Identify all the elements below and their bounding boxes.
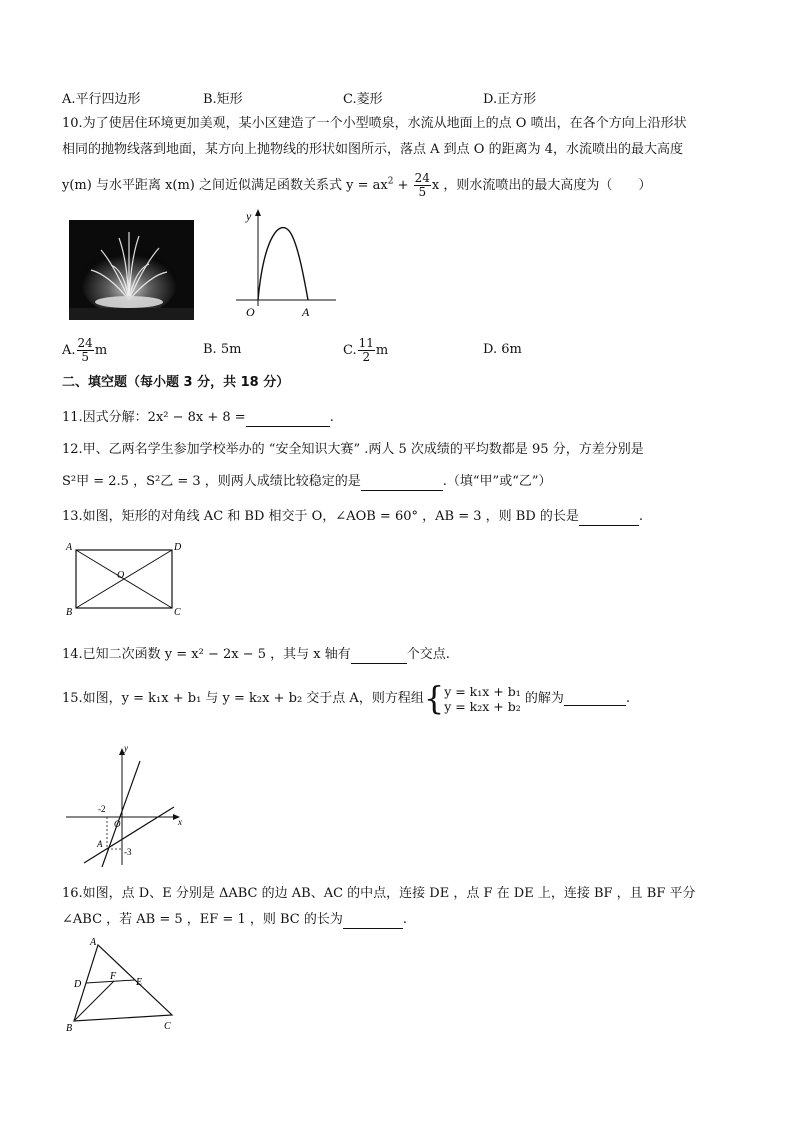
q15-brace: { xyxy=(423,679,445,718)
label-a: A xyxy=(90,937,97,948)
q12-hint: .（填“甲”或“乙”） xyxy=(442,474,552,489)
q10-option-a-fraction xyxy=(77,337,94,364)
label-x: x xyxy=(178,817,182,827)
label-e: E xyxy=(136,977,143,988)
q10-option-c xyxy=(343,337,388,364)
q10-line-3-pre: y(m) 与水平距离 x(m) 之间近似满足函数关系式 y = ax xyxy=(62,178,388,193)
q10-option-d: D. 6m xyxy=(483,342,522,357)
y-axis-arrow xyxy=(255,209,261,216)
label-a: A xyxy=(97,839,103,849)
q16-line-2 xyxy=(62,911,407,929)
q11-end: . xyxy=(329,410,334,425)
label-c: C xyxy=(174,607,181,618)
q10-option-c-unit: m xyxy=(375,343,389,358)
q10-frac-den: 5 xyxy=(418,185,427,199)
line-1 xyxy=(102,761,140,867)
q10-option-a xyxy=(62,337,107,364)
q15 xyxy=(62,679,631,718)
q16-triangle-figure xyxy=(62,935,187,1035)
q12-line-1: 12.甲、乙两名学生参加学校举办的 “安全知识大赛” .两人 5 次成绩的平均数都是 95 分，方差分别是 xyxy=(62,442,644,457)
q10-frac-num: 24 xyxy=(414,171,430,185)
q15-solution-text: 的解为 xyxy=(520,691,564,706)
label-a: A xyxy=(66,542,73,553)
q11 xyxy=(62,409,334,427)
label-minus-3: -3 xyxy=(124,847,132,857)
q12-answer-blank[interactable] xyxy=(361,476,443,491)
q10-line-3-post: x ，则水流喷出的最大高度为（ ） xyxy=(431,178,652,193)
graph-o-label: O xyxy=(246,305,255,318)
label-o: O xyxy=(117,570,125,581)
q13-end: . xyxy=(638,509,644,524)
q15-text: 15.如图，y = k₁x + b₁ 与 y = k₂x + b₂ 交于点 A，则方程组 xyxy=(62,691,424,706)
q15-eq-2: y = k₂x + b₂ xyxy=(444,698,521,714)
label-b: B xyxy=(66,607,73,618)
q10-option-b: B. 5m xyxy=(203,342,242,357)
label-d: D xyxy=(74,979,82,990)
q16-answer-blank[interactable] xyxy=(343,914,403,929)
q10-line-3-mid: + xyxy=(393,178,413,193)
section-2-heading: 二、填空题（每小题 3 分，共 18 分） xyxy=(62,375,290,390)
q15-lines-figure xyxy=(64,745,189,870)
parabola-curve xyxy=(258,228,308,300)
q10-parabola-graph xyxy=(232,206,342,318)
fountain-photo xyxy=(69,220,194,320)
graph-a-label: A xyxy=(302,305,310,318)
label-d: D xyxy=(174,542,182,553)
q16-line-1: 16.如图，点 D、E 分别是 ΔABC 的边 AB、AC 的中点，连接 DE ，点 F 在 DE 上，连接 BF ，且 BF 平分 xyxy=(62,886,696,901)
graph-y-label: y xyxy=(246,209,252,223)
q10-coefficient-fraction xyxy=(414,172,431,199)
q11-text: 11.因式分解：2x² − 8x + 8 = xyxy=(62,410,246,425)
q9-option-d: D.正方形 xyxy=(483,92,537,107)
q9-option-b: B.矩形 xyxy=(203,92,243,107)
q15-eq-1: y = k₁x + b₁ xyxy=(444,683,521,699)
q12-line-2 xyxy=(62,473,551,491)
q14-end: 个交点. xyxy=(406,647,450,662)
q10-option-a-unit: m xyxy=(94,343,108,358)
q14-text: 14.已知二次函数 y = x² − 2x − 5 ，其与 x 轴有 xyxy=(62,647,351,662)
q10-option-c-fraction xyxy=(358,337,375,364)
q15-answer-blank[interactable] xyxy=(564,691,626,706)
label-minus-2: -2 xyxy=(98,804,106,814)
q10-option-c-num: 11 xyxy=(358,336,374,350)
q10-line-2: 相同的抛物线落到地面，某方向上抛物线的形状如图所示，落点 A 到点 O 的距离为 4，水流喷出的最大高度 xyxy=(62,142,683,157)
q15-end: . xyxy=(625,691,631,706)
q15-equation-system xyxy=(444,684,521,714)
q10-option-a-num: 24 xyxy=(77,336,93,350)
label-y: y xyxy=(124,745,128,753)
q13-answer-blank[interactable] xyxy=(579,511,639,526)
label-o: O xyxy=(114,819,121,829)
q14 xyxy=(62,646,450,664)
q9-option-a: A.平行四边形 xyxy=(62,92,141,107)
label-b: B xyxy=(66,1023,73,1034)
q12-text: S²甲 = 2.5 ，S²乙 = 3 ，则两人成绩比较稳定的是 xyxy=(62,474,361,489)
q14-answer-blank[interactable] xyxy=(351,649,407,664)
q16-end: . xyxy=(402,912,408,927)
q10-line-3: y(m) 与水平距离 x(m) 之间近似满足函数关系式 $y = ax^2$ + $\frac{24}{5}$ x ，则水流喷出的最大高度为（ ） xyxy=(62,171,652,199)
q13-text: 13.如图，矩形的对角线 AC 和 BD 相交于 O，∠AOB = 60° ，AB = 3 ，则 BD 的长是 xyxy=(62,509,579,524)
q13-rectangle-figure xyxy=(62,540,187,620)
q11-answer-blank[interactable] xyxy=(246,412,330,427)
label-f: F xyxy=(110,971,117,982)
q10-line-1: 10.为了使居住环境更加美观，某小区建造了一个小型喷泉，水流从地面上的点 O 喷出，在各个方向上沿形状 xyxy=(62,116,687,131)
q10-option-a-den: 5 xyxy=(81,350,89,364)
q10-option-c-den: 2 xyxy=(362,350,371,364)
q16-text: ∠ABC ，若 AB = 5 ，EF = 1 ，则 BC 的长为 xyxy=(62,912,343,927)
q10-option-a-prefix: A. xyxy=(62,343,76,358)
q10-option-c-prefix: C. xyxy=(343,343,357,358)
q13 xyxy=(62,508,643,526)
q9-option-c: C.菱形 xyxy=(343,92,383,107)
label-c: C xyxy=(164,1021,171,1032)
